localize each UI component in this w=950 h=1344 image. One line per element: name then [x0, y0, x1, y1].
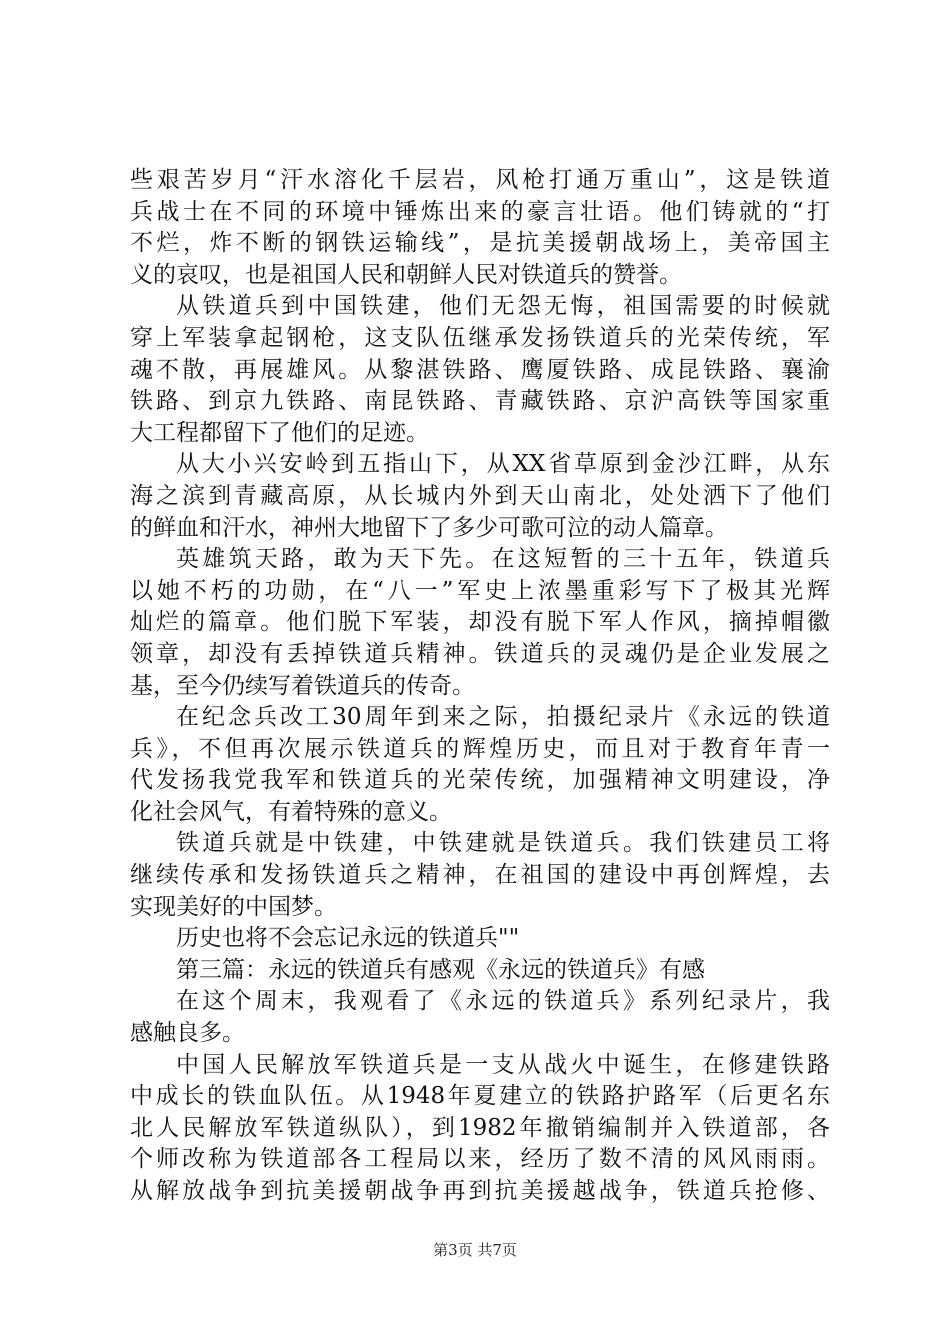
- text-line: 兵战士在不同的环境中锤炼出来的豪言壮语。他们铸就的“打: [130, 198, 830, 225]
- text-line: 从大小兴安岭到五指山下，从XX省草原到金沙江畔，从东: [176, 451, 830, 478]
- text-line: 灿烂的篇章。他们脱下军装，却没有脱下军人作风，摘掉帽徽: [130, 609, 830, 636]
- text-line: 铁道兵就是中铁建，中铁建就是铁道兵。我们铁建员工将: [176, 830, 830, 857]
- page-footer: 第3页 共7页: [433, 1241, 517, 1259]
- text-line: 基，至今仍续写着铁道兵的传奇。: [130, 672, 475, 699]
- text-line: 感触良多。: [130, 1020, 245, 1047]
- text-line: 第三篇：永远的铁道兵有感观《永远的铁道兵》有感: [176, 956, 705, 983]
- text-line: 海之滨到青藏高原，从长城内外到天山南北，处处洒下了他们: [130, 482, 830, 509]
- text-line: 铁路、到京九铁路、南昆铁路、青藏铁路、京沪高铁等国家重: [130, 388, 830, 415]
- text-line: 中成长的铁血队伍。从1948年夏建立的铁路护路军（后更名东: [130, 1083, 830, 1110]
- text-line: 的鲜血和汗水，神州大地留下了多少可歌可泣的动人篇章。: [130, 514, 728, 541]
- text-line: 从铁道兵到中国铁建，他们无怨无悔，祖国需要的时候就: [176, 293, 830, 320]
- document-body: [130, 165, 830, 1208]
- text-line: 代发扬我党我军和铁道兵的光荣传统，加强精神文明建设，净: [130, 767, 830, 794]
- text-line: 大工程都留下了他们的足迹。: [130, 419, 429, 446]
- text-line: 义的哀叹，也是祖国人民和朝鲜人民对铁道兵的赞誉。: [130, 261, 682, 288]
- text-line: 中国人民解放军铁道兵是一支从战火中诞生，在修建铁路: [176, 1051, 830, 1078]
- text-line: 英雄筑天路，敢为天下先。在这短暂的三十五年，铁道兵: [176, 546, 830, 573]
- text-line: 魂不散，再展雄风。从黎湛铁路、鹰厦铁路、成昆铁路、襄渝: [130, 356, 830, 383]
- text-line: 实现美好的中国梦。: [130, 893, 337, 920]
- text-line: 历史也将不会忘记永远的铁道兵"": [176, 925, 520, 952]
- text-line: 穿上军装拿起钢枪，这支队伍继承发扬铁道兵的光荣传统，军: [130, 324, 830, 351]
- text-line: 以她不朽的功勋，在“八一”军史上浓墨重彩写下了极其光辉: [130, 577, 830, 604]
- text-line: 不烂，炸不断的钢铁运输线”，是抗美援朝战场上，美帝国主: [130, 230, 830, 257]
- text-line: 些艰苦岁月“汗水溶化千层岩，风枪打通万重山”，这是铁道: [130, 167, 830, 193]
- text-line: 化社会风气，有着特殊的意义。: [130, 798, 452, 825]
- text-line: 在纪念兵改工30周年到来之际，拍摄纪录片《永远的铁道: [176, 704, 830, 731]
- text-line: 领章，却没有丢掉铁道兵精神。铁道兵的灵魂仍是企业发展之: [130, 640, 830, 667]
- text-line: 北人民解放军铁道纵队），到1982年撤销编制并入铁道部，各: [130, 1114, 830, 1141]
- text-line: 兵》，不但再次展示铁道兵的辉煌历史，而且对于教育年青一: [130, 735, 830, 762]
- text-line: 在这个周末，我观看了《永远的铁道兵》系列纪录片，我: [176, 988, 830, 1015]
- text-line: 从解放战争到抗美援朝战争再到抗美援越战争，铁道兵抢修、: [130, 1178, 830, 1204]
- text-line: 个师改称为铁道部各工程局以来，经历了数不清的风风雨雨。: [130, 1146, 830, 1173]
- text-line: 继续传承和发扬铁道兵之精神，在祖国的建设中再创辉煌，去: [130, 862, 830, 889]
